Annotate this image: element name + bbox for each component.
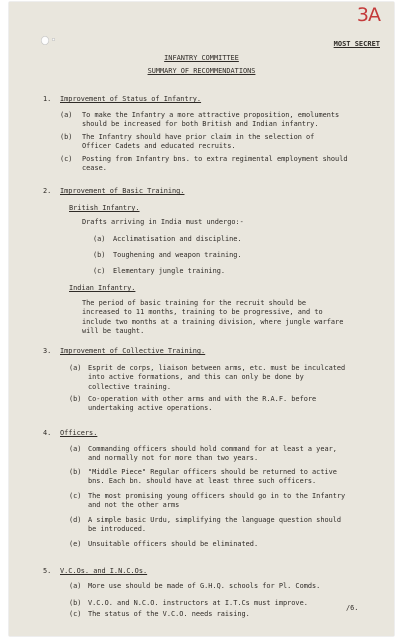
item-text: Unsuitable officers should be eliminated. [88, 540, 259, 548]
item-marker: (a) [60, 111, 73, 119]
item-text: The status of the V.C.O. needs raising. [88, 610, 250, 618]
item-marker: (c) [69, 492, 82, 500]
punch-hole [41, 36, 49, 45]
subsection-intro: Drafts arriving in India must undergo:- [82, 218, 244, 226]
item-text: The Infantry should have prior claim in the selection of Officer Cadets and educated recruits. [82, 133, 315, 151]
document-title: INFANTRY COMMITTEE [164, 54, 239, 62]
item-text: More use should be made of G.H.Q. schools for Pl. Comds. [88, 582, 321, 590]
item-text: "Middle Piece" Regular officers should be returned to active bns. Each bn. should have at least three such officers. [88, 468, 337, 486]
item-text: Esprit de corps, liaison between arms, etc. must be inculcated into active formations, and this can only be done by collective training. [88, 364, 346, 391]
item-text: A simple basic Urdu, simplifying the language question should be introduced. [88, 516, 342, 534]
item-marker: (b) [93, 251, 106, 259]
continuation-marker: /6. [346, 604, 359, 612]
item-marker: (c) [93, 267, 106, 275]
item-marker: (d) [69, 516, 82, 524]
subsection-text: The period of basic training for the recruit should be increased to 11 months, training to be progressive, and to include two months at a training division, where jungle warfare will be taught. [82, 299, 344, 336]
section-number: 2. [43, 187, 52, 195]
section-number: 5. [43, 567, 52, 575]
section-heading: Improvement of Basic Training. [60, 187, 185, 195]
section-number: 3. [43, 347, 52, 355]
subsection-heading: Indian Infantry. [69, 284, 136, 292]
item-marker: (b) [60, 133, 73, 141]
item-marker: (e) [69, 540, 82, 548]
item-text: V.C.O. and N.C.O. instructors at I.T.Cs must improve. [88, 599, 308, 607]
item-text: Elementary jungle training. [113, 267, 226, 275]
section-number: 1. [43, 95, 52, 103]
item-marker: (a) [69, 582, 82, 590]
item-marker: (b) [69, 599, 82, 607]
item-text: Toughening and weapon training. [113, 251, 242, 259]
item-marker: (c) [69, 610, 82, 618]
item-text: The most promising young officers should go in to the Infantry and not the other arms [88, 492, 346, 510]
item-marker: (a) [93, 235, 106, 243]
section-heading: Improvement of Status of Infantry. [60, 95, 202, 103]
item-text: Co-operation with other arms and with the R.A.F. before undertaking active operations. [88, 395, 317, 413]
subsection-heading: British Infantry. [69, 204, 140, 212]
item-text: Acclimatisation and discipline. [113, 235, 242, 243]
item-text: Commanding officers should hold command for at least a year, and normally not for more than two years. [88, 445, 337, 463]
section-heading: Improvement of Collective Training. [60, 347, 206, 355]
item-text: Posting from Infantry bns. to extra regimental employment should cease. [82, 155, 348, 173]
item-marker: (a) [69, 364, 82, 372]
item-marker: (a) [69, 445, 82, 453]
section-heading: V.C.Os. and I.N.C.Os. [60, 567, 148, 575]
item-text: To make the Infantry a more attractive proposition, emoluments should be increased for both British and Indian infantry. [82, 111, 340, 129]
classification-label: MOST SECRET [333, 40, 380, 48]
punch-hole [52, 38, 55, 41]
page-mark: 3A [356, 4, 380, 26]
item-marker: (b) [69, 395, 82, 403]
item-marker: (c) [60, 155, 73, 163]
item-marker: (b) [69, 468, 82, 476]
section-number: 4. [43, 429, 52, 437]
document-page [9, 2, 394, 636]
document-subtitle: SUMMARY OF RECOMMENDATIONS [147, 67, 256, 75]
section-heading: Officers. [60, 429, 98, 437]
